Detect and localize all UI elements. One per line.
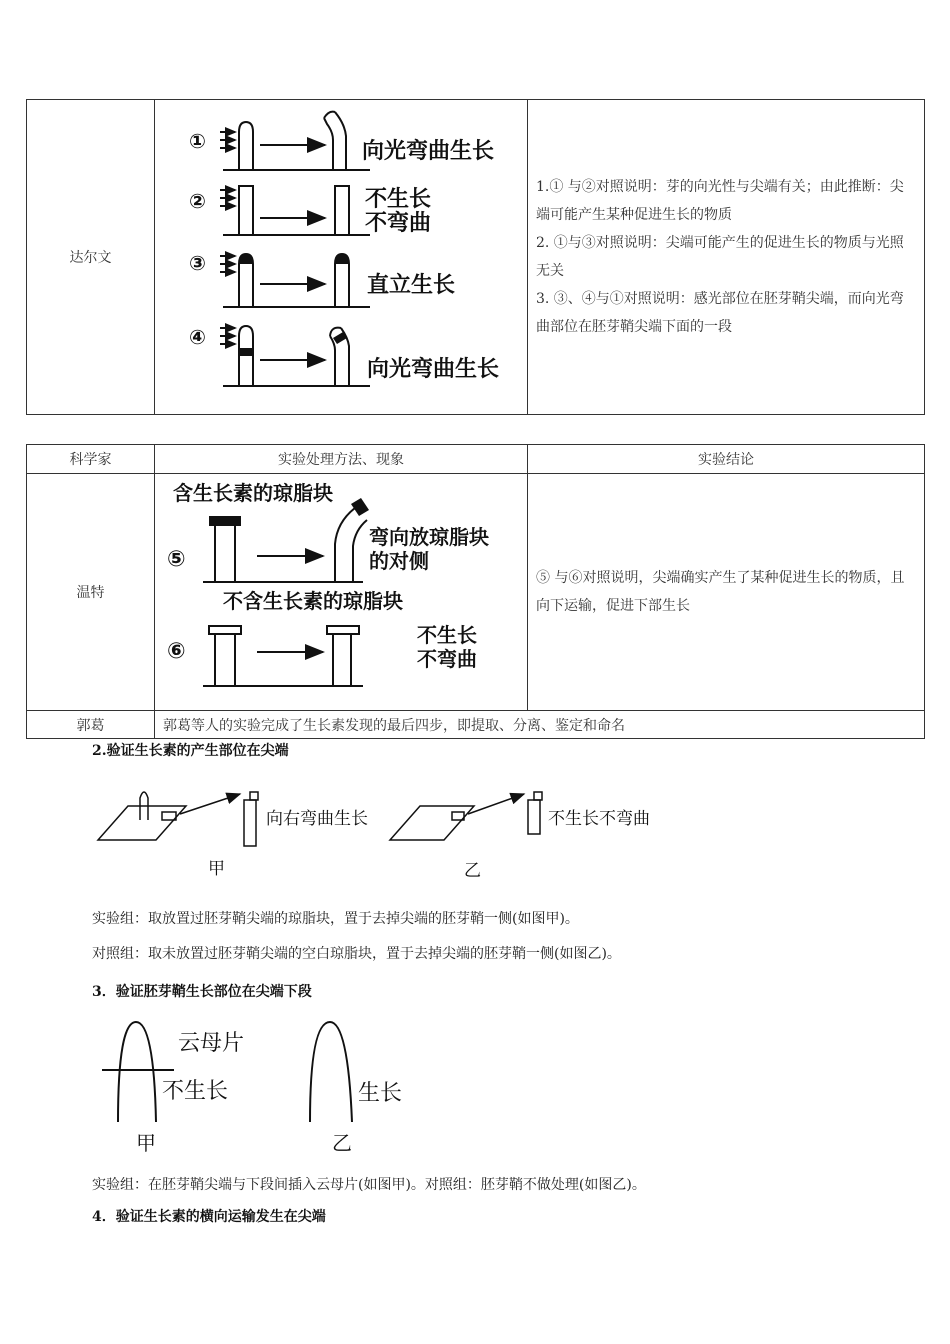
label-mid: 不含生长素的琼脂块	[223, 589, 403, 613]
result-5a: 弯向放琼脂块	[369, 525, 489, 549]
result-6a: 不生长	[417, 623, 477, 647]
label-nogrow: 不生长	[162, 1079, 229, 1104]
label-top: 含生长素的琼脂块	[173, 481, 333, 505]
scientist-name: 郭葛	[76, 717, 105, 734]
result-2b: 不弯曲	[365, 211, 432, 236]
conclusion-3: 3. ③、④与①对照说明：感光部位在胚芽鞘尖端，而向光弯曲部位在胚芽鞘尖端下面的一段	[536, 291, 904, 335]
section3-text: 实验组：在胚芽鞘尖端与下段间插入云母片(如图甲)。对照组：胚芽鞘不做处理(如图乙)。	[92, 1177, 646, 1193]
scientist-cell	[27, 711, 155, 739]
went-diagram-cell	[155, 474, 528, 711]
went-diagram	[155, 474, 528, 706]
result-4: 向光弯曲生长	[367, 357, 500, 382]
label-1: ①	[189, 129, 206, 153]
darwin-table	[26, 99, 925, 415]
scientist-cell	[27, 100, 155, 415]
caption-b: 乙	[464, 861, 481, 881]
section4-heading: 4．验证生长素的横向运输发生在尖端	[92, 1209, 326, 1225]
section2-figure	[90, 778, 690, 882]
result-b: 不生长不弯曲	[548, 809, 650, 829]
darwin-diagram	[155, 100, 528, 410]
header-conclusion: 实验结论	[528, 445, 925, 474]
kogl-text-cell	[155, 711, 925, 739]
went-conclusion: ⑤ 与⑥对照说明，尖端确实产生了某种促进生长的物质，且向下运输，促进下部生长	[536, 570, 905, 614]
scientist-cell	[27, 474, 155, 711]
label-5: ⑤	[167, 547, 186, 572]
conclusion-2: 2. ①与③对照说明：尖端可能产生的促进生长的物质与光照无关	[536, 235, 904, 279]
caption-b: 乙	[332, 1131, 352, 1154]
section2-ctrl: 对照组：取未放置过胚芽鞘尖端的空白琼脂块，置于去掉尖端的胚芽鞘一侧(如图乙)。	[92, 946, 621, 962]
result-2a: 不生长	[365, 187, 432, 212]
went-table	[26, 444, 925, 739]
label-3: ③	[189, 251, 206, 275]
kogl-text: 郭葛等人的实验完成了生长素发现的最后四步，即提取、分离、鉴定和命名	[163, 717, 625, 734]
label-2: ②	[189, 189, 206, 213]
label-mica: 云母片	[178, 1031, 245, 1056]
result-a: 向右弯曲生长	[266, 809, 368, 829]
scientist-name: 温特	[76, 585, 105, 601]
section2-heading: 2.验证生长素的产生部位在尖端	[92, 743, 289, 759]
result-5b: 的对侧	[369, 549, 429, 573]
result-3: 直立生长	[367, 273, 456, 298]
result-1: 向光弯曲生长	[362, 139, 495, 164]
result-6b: 不弯曲	[417, 647, 477, 671]
label-4: ④	[189, 325, 206, 349]
caption-a: 甲	[136, 1131, 156, 1154]
label-6: ⑥	[167, 639, 186, 664]
header-scientist: 科学家	[27, 445, 155, 474]
section3-figure	[96, 1018, 436, 1154]
section3-heading: 3．验证胚芽鞘生长部位在尖端下段	[92, 984, 312, 1000]
label-grow: 生长	[358, 1081, 403, 1106]
header-method: 实验处理方法、现象	[155, 445, 528, 474]
darwin-conclusion-cell	[528, 100, 925, 415]
conclusion-1: 1.① 与②对照说明：芽的向光性与尖端有关；由此推断：尖端可能产生某种促进生长的物质	[536, 179, 904, 223]
section2-exp: 实验组：取放置过胚芽鞘尖端的琼脂块，置于去掉尖端的胚芽鞘一侧(如图甲)。	[92, 911, 579, 927]
went-conclusion-cell	[528, 474, 925, 711]
caption-a: 甲	[208, 859, 225, 879]
scientist-name: 达尔文	[69, 250, 112, 266]
darwin-diagram-cell	[155, 100, 528, 415]
